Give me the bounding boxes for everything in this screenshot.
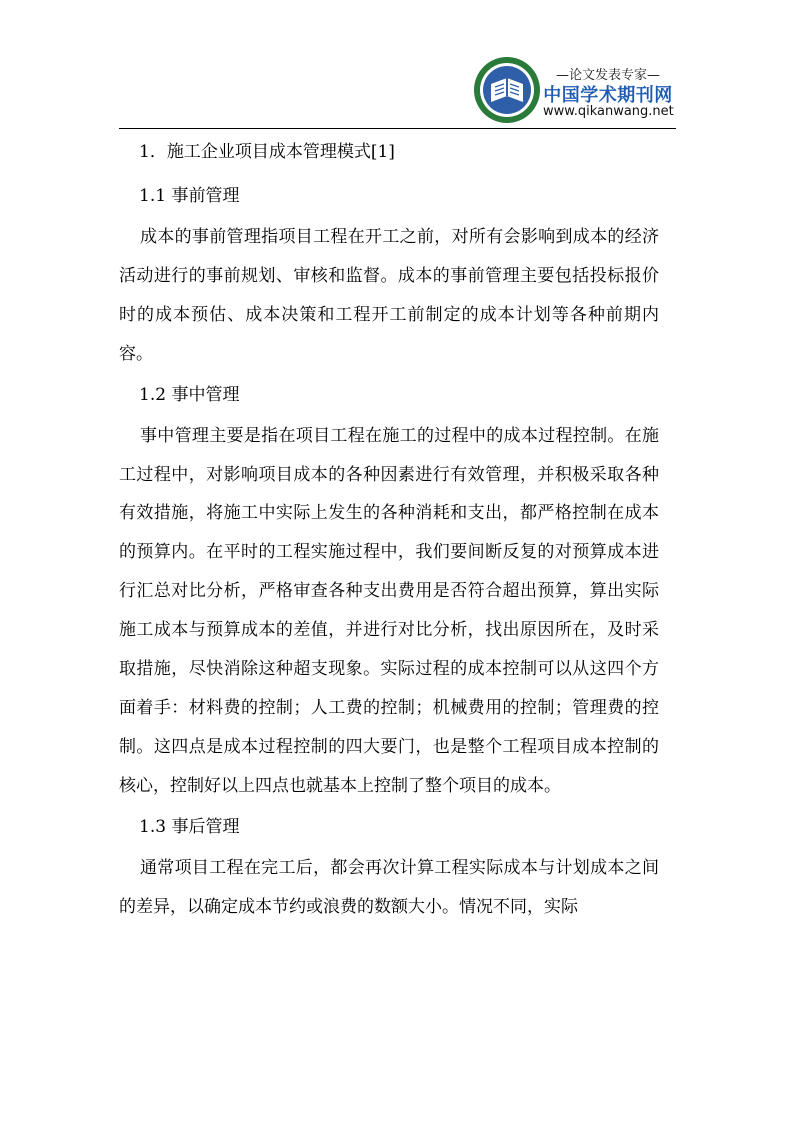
paragraph-1-3: 通常项目工程在完工后，都会再次计算工程实际成本与计划成本之间的差异，以确定成本节约或浪费的数额大小。情况不同，实际 — [119, 857, 659, 917]
section-title: 1．施工企业项目成本管理模式[1] — [139, 142, 395, 162]
logo-brand-name: 中国学术期刊网 — [543, 85, 673, 106]
document-body — [119, 140, 659, 927]
paragraph-1-1: 成本的事前管理指项目工程在开工之前，对所有会影响到成本的经济活动进行的事前规划、审核和监督。成本的事前管理主要包括投标报价时的成本预估、成本决策和工程开工前制定的成本计划等各种前期内容。 — [119, 227, 659, 364]
paragraph-1-2: 事中管理主要是指在项目工程在施工的过程中的成本过程控制。在施工过程中，对影响项目成本的各种因素进行有效管理，并积极采取各种有效措施，将施工中实际上发生的各种消耗和支出，都严格控制在成本的预算内。在平时的工程实施过程中，我们要间断反复的对预算成本进行汇总对比分析，严格审查各种支出费用是否符合超出预算，算出实际施工成本与预算成本的差值，并进行对比分析，找出原因所在，及时采取措施，尽快消除这种超支现象。实际过程的成本控制可以从这四个方面着手：材料费的控制；人工费的控制；机械费用的控制；管理费的控制。这四点是成本过程控制的四大要门，也是整个工程项目成本控制的核心，控制好以上四点也就基本上控制了整个项目的成本。 — [119, 425, 659, 796]
logo-url[interactable]: www.qikanwang.net — [543, 104, 674, 119]
site-logo[interactable] — [473, 56, 725, 130]
subsection-heading-1-2: 1.2 事中管理 — [139, 384, 240, 405]
logo-tagline: —论文发表专家— — [555, 68, 660, 83]
academic-emblem-icon — [473, 56, 541, 124]
subsection-heading-1-3: 1.3 事后管理 — [139, 816, 240, 837]
header-divider — [119, 128, 676, 129]
subsection-heading-1-1: 1.1 事前管理 — [139, 186, 240, 206]
